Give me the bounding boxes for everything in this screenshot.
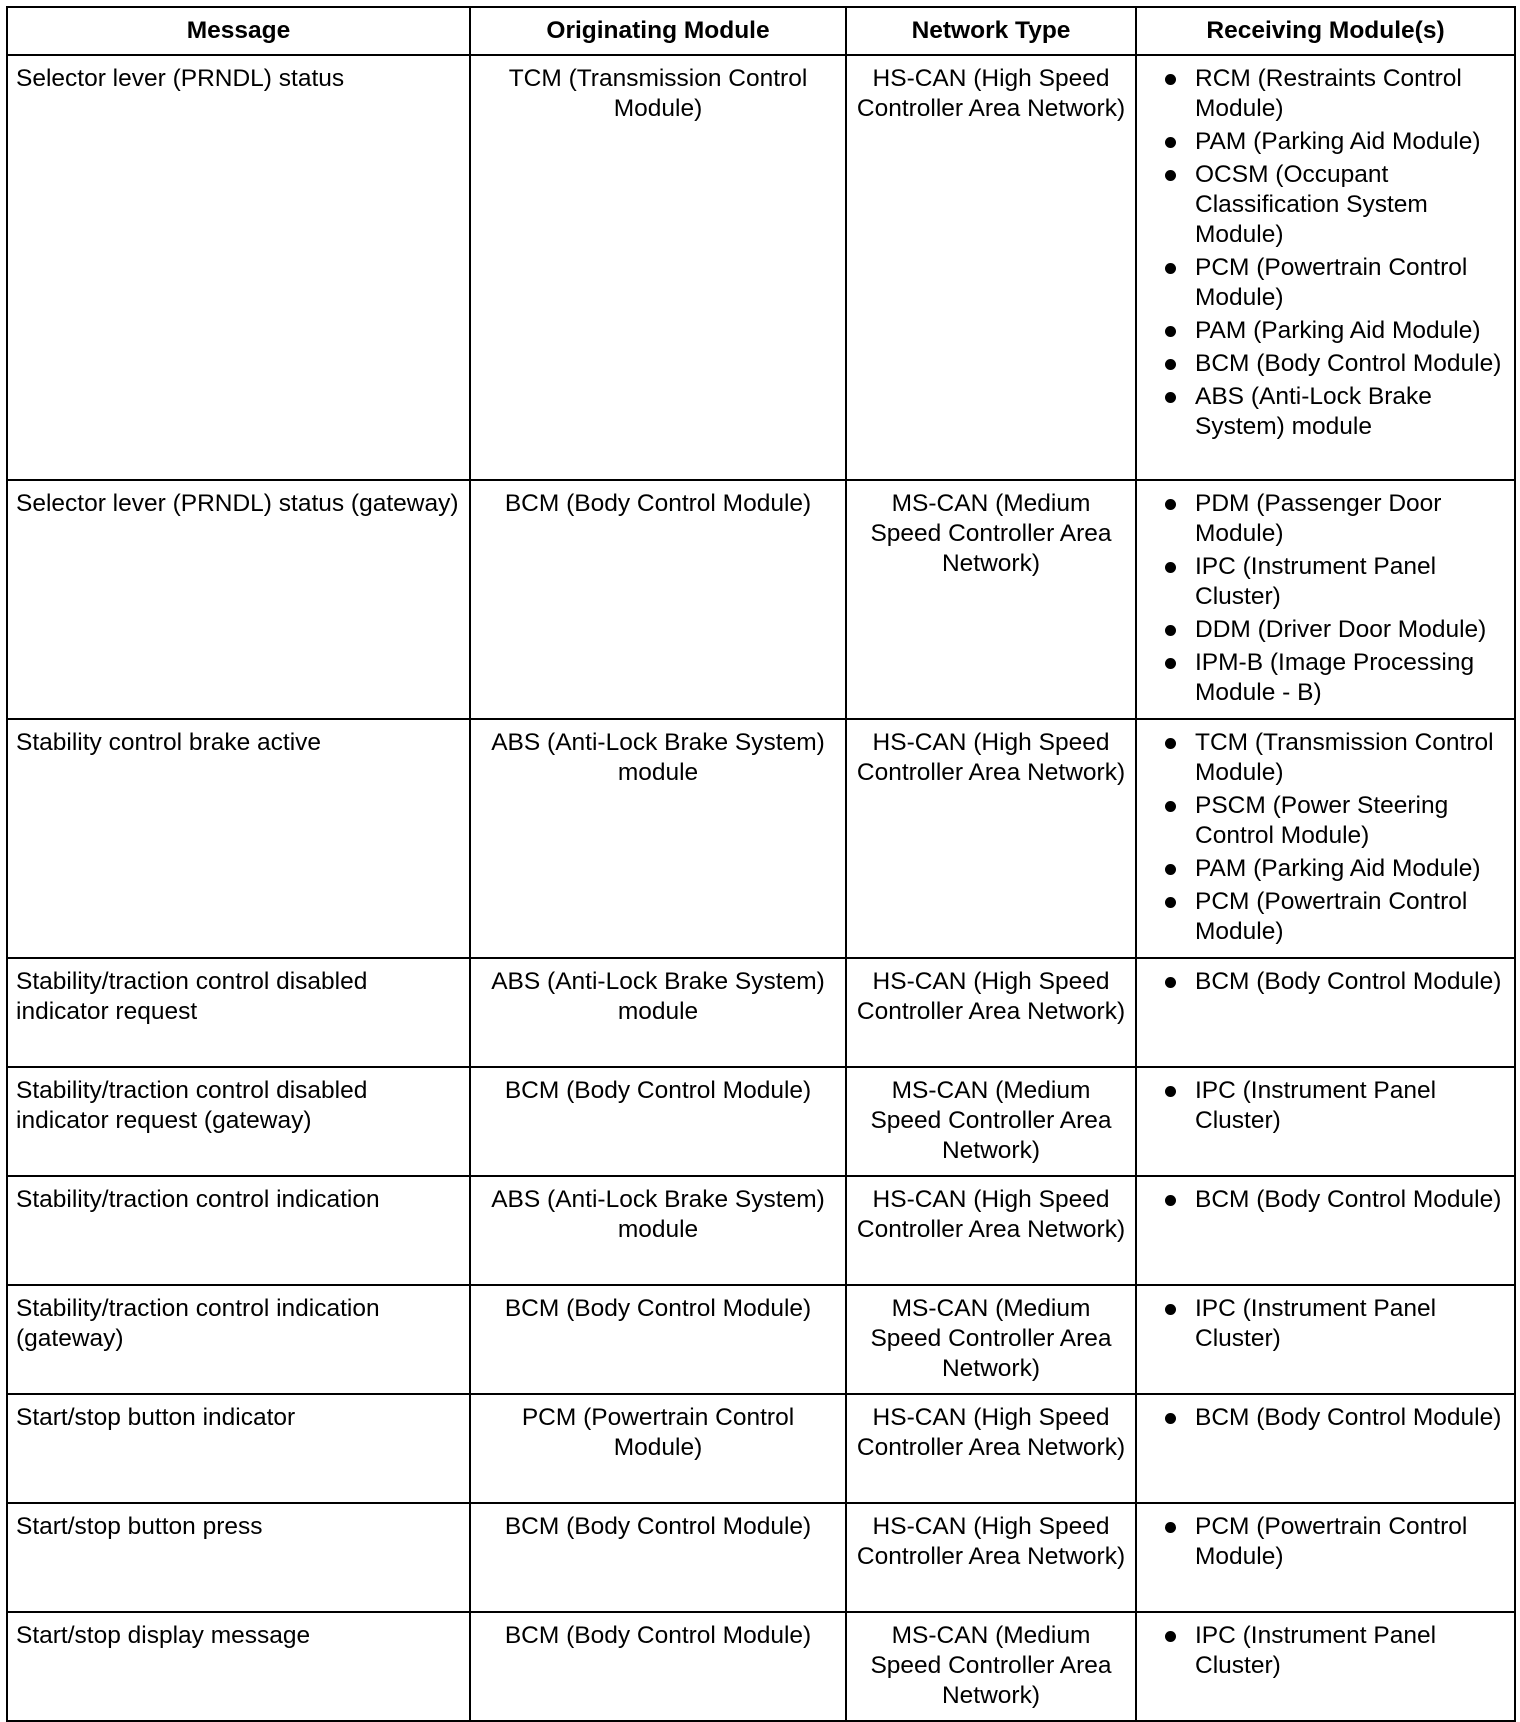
list-item <box>1141 615 1508 645</box>
message-cell: Stability/traction control disabled indicator request <box>7 958 470 1067</box>
bullet-icon <box>1165 1522 1176 1533</box>
bullet-icon <box>1165 1195 1176 1206</box>
network-type-cell: MS-CAN (Medium Speed Controller Area Network) <box>846 1612 1136 1721</box>
list-item <box>1141 489 1508 549</box>
originating-module-cell: BCM (Body Control Module) <box>470 1612 846 1721</box>
bullet-icon <box>1165 326 1176 337</box>
network-type-cell: HS-CAN (High Speed Controller Area Network) <box>846 719 1136 958</box>
bullet-icon <box>1165 359 1176 370</box>
header-originating-module: Originating Module <box>470 7 846 55</box>
table-row <box>7 55 1515 480</box>
bullet-icon <box>1165 625 1176 636</box>
receiving-modules-list <box>1141 64 1508 442</box>
list-item <box>1141 127 1508 157</box>
module-label: PDM (Passenger Door Module) <box>1195 490 1442 547</box>
list-item <box>1141 1621 1508 1681</box>
bullet-icon <box>1165 738 1176 749</box>
network-type-cell: HS-CAN (High Speed Controller Area Network) <box>846 55 1136 480</box>
receiving-modules-cell <box>1136 1503 1515 1612</box>
header-receiving-modules: Receiving Module(s) <box>1136 7 1515 55</box>
bullet-icon <box>1165 801 1176 812</box>
bullet-icon <box>1165 499 1176 510</box>
list-item <box>1141 728 1508 788</box>
originating-module-cell: BCM (Body Control Module) <box>470 480 846 719</box>
bullet-icon <box>1165 977 1176 988</box>
table-row <box>7 1067 1515 1176</box>
receiving-modules-cell <box>1136 1612 1515 1721</box>
bullet-icon <box>1165 1086 1176 1097</box>
originating-module-cell: BCM (Body Control Module) <box>470 1503 846 1612</box>
module-label: PCM (Powertrain Control Module) <box>1195 888 1468 945</box>
message-cell: Stability/traction control disabled indicator request (gateway) <box>7 1067 470 1176</box>
module-label: DDM (Driver Door Module) <box>1195 616 1487 643</box>
list-item <box>1141 316 1508 346</box>
table-row <box>7 1394 1515 1503</box>
header-message: Message <box>7 7 470 55</box>
table-row <box>7 1176 1515 1285</box>
network-type-cell: MS-CAN (Medium Speed Controller Area Network) <box>846 1067 1136 1176</box>
module-label: PCM (Powertrain Control Module) <box>1195 254 1468 311</box>
document-page <box>6 6 1516 1722</box>
message-cell: Stability/traction control indication (gateway) <box>7 1285 470 1394</box>
list-item <box>1141 887 1508 947</box>
bullet-icon <box>1165 392 1176 403</box>
table-row <box>7 958 1515 1067</box>
list-item <box>1141 1512 1508 1572</box>
originating-module-cell: PCM (Powertrain Control Module) <box>470 1394 846 1503</box>
list-item <box>1141 382 1508 442</box>
list-item <box>1141 253 1508 313</box>
originating-module-cell: TCM (Transmission Control Module) <box>470 55 846 480</box>
network-type-cell: HS-CAN (High Speed Controller Area Network) <box>846 958 1136 1067</box>
bullet-icon <box>1165 170 1176 181</box>
module-label: IPC (Instrument Panel Cluster) <box>1195 553 1437 610</box>
originating-module-cell: ABS (Anti-Lock Brake System) module <box>470 958 846 1067</box>
message-cell: Start/stop display message <box>7 1612 470 1721</box>
list-item <box>1141 648 1508 708</box>
receiving-modules-cell <box>1136 1067 1515 1176</box>
bullet-icon <box>1165 137 1176 148</box>
bullet-icon <box>1165 1631 1176 1642</box>
module-label: IPC (Instrument Panel Cluster) <box>1195 1295 1437 1352</box>
message-cell: Stability/traction control indication <box>7 1176 470 1285</box>
receiving-modules-list <box>1141 1185 1508 1215</box>
originating-module-cell: ABS (Anti-Lock Brake System) module <box>470 1176 846 1285</box>
message-table <box>6 6 1516 1722</box>
network-type-cell: HS-CAN (High Speed Controller Area Network) <box>846 1176 1136 1285</box>
receiving-modules-list <box>1141 967 1508 997</box>
receiving-modules-list <box>1141 1294 1508 1354</box>
table-row <box>7 719 1515 958</box>
bullet-icon <box>1165 658 1176 669</box>
module-label: IPC (Instrument Panel Cluster) <box>1195 1622 1437 1679</box>
receiving-modules-cell <box>1136 480 1515 719</box>
module-label: PAM (Parking Aid Module) <box>1195 128 1481 155</box>
receiving-modules-cell <box>1136 55 1515 480</box>
header-row <box>7 7 1515 55</box>
message-cell: Selector lever (PRNDL) status <box>7 55 470 480</box>
list-item <box>1141 552 1508 612</box>
receiving-modules-list <box>1141 1076 1508 1136</box>
list-item <box>1141 1294 1508 1354</box>
originating-module-cell: BCM (Body Control Module) <box>470 1067 846 1176</box>
receiving-modules-cell <box>1136 1176 1515 1285</box>
table-row <box>7 1503 1515 1612</box>
message-cell: Stability control brake active <box>7 719 470 958</box>
message-cell: Start/stop button press <box>7 1503 470 1612</box>
module-label: PSCM (Power Steering Control Module) <box>1195 792 1449 849</box>
list-item <box>1141 967 1508 997</box>
receiving-modules-list <box>1141 1621 1508 1681</box>
network-type-cell: MS-CAN (Medium Speed Controller Area Network) <box>846 480 1136 719</box>
list-item <box>1141 791 1508 851</box>
list-item <box>1141 1403 1508 1433</box>
table-row <box>7 1285 1515 1394</box>
receiving-modules-list <box>1141 728 1508 947</box>
module-label: PAM (Parking Aid Module) <box>1195 317 1481 344</box>
module-label: RCM (Restraints Control Module) <box>1195 65 1462 122</box>
module-label: BCM (Body Control Module) <box>1195 968 1502 995</box>
originating-module-cell: BCM (Body Control Module) <box>470 1285 846 1394</box>
bullet-icon <box>1165 1413 1176 1424</box>
receiving-modules-list <box>1141 489 1508 708</box>
originating-module-cell: ABS (Anti-Lock Brake System) module <box>470 719 846 958</box>
module-label: PAM (Parking Aid Module) <box>1195 855 1481 882</box>
bullet-icon <box>1165 864 1176 875</box>
header-network-type: Network Type <box>846 7 1136 55</box>
bullet-icon <box>1165 1304 1176 1315</box>
module-label: TCM (Transmission Control Module) <box>1195 729 1494 786</box>
table-row <box>7 1612 1515 1721</box>
receiving-modules-list <box>1141 1403 1508 1433</box>
module-label: OCSM (Occupant Classification System Module) <box>1195 161 1428 248</box>
module-label: IPC (Instrument Panel Cluster) <box>1195 1077 1437 1134</box>
module-label: IPM-B (Image Processing Module - B) <box>1195 649 1475 706</box>
receiving-modules-cell <box>1136 958 1515 1067</box>
receiving-modules-cell <box>1136 1394 1515 1503</box>
list-item <box>1141 1185 1508 1215</box>
message-cell: Start/stop button indicator <box>7 1394 470 1503</box>
receiving-modules-cell <box>1136 1285 1515 1394</box>
receiving-modules-cell <box>1136 719 1515 958</box>
list-item <box>1141 349 1508 379</box>
bullet-icon <box>1165 74 1176 85</box>
list-item <box>1141 160 1508 250</box>
bullet-icon <box>1165 263 1176 274</box>
receiving-modules-list <box>1141 1512 1508 1572</box>
network-type-cell: HS-CAN (High Speed Controller Area Network) <box>846 1503 1136 1612</box>
bullet-icon <box>1165 897 1176 908</box>
message-cell: Selector lever (PRNDL) status (gateway) <box>7 480 470 719</box>
list-item <box>1141 854 1508 884</box>
network-type-cell: MS-CAN (Medium Speed Controller Area Network) <box>846 1285 1136 1394</box>
module-label: BCM (Body Control Module) <box>1195 1404 1502 1431</box>
table-row <box>7 480 1515 719</box>
module-label: ABS (Anti-Lock Brake System) module <box>1195 383 1432 440</box>
list-item <box>1141 1076 1508 1136</box>
module-label: PCM (Powertrain Control Module) <box>1195 1513 1468 1570</box>
list-item <box>1141 64 1508 124</box>
module-label: BCM (Body Control Module) <box>1195 1186 1502 1213</box>
bullet-icon <box>1165 562 1176 573</box>
module-label: BCM (Body Control Module) <box>1195 350 1502 377</box>
network-type-cell: HS-CAN (High Speed Controller Area Network) <box>846 1394 1136 1503</box>
